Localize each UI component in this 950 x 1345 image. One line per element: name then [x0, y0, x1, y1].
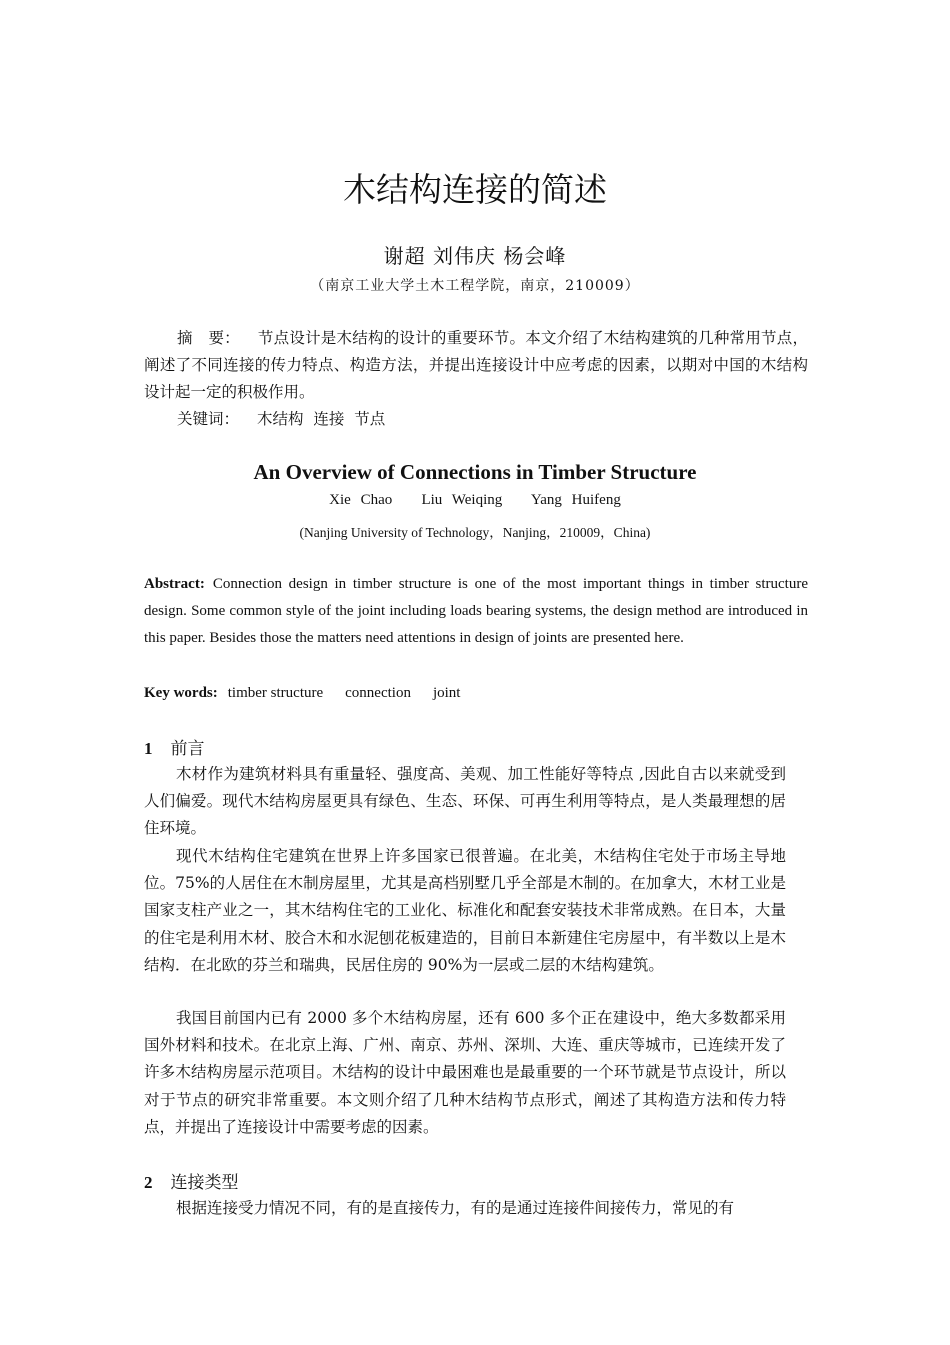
body-paragraph: 我国目前国内已有 2000 多个木结构房屋，还有 600 多个正在建设中，绝大多数都采用国外材料和技术。在北京上海、广州、南京、苏州、深圳、大连、重庆等城市，已连续开发了许多木结构房屋示范项目。木结构的设计中最困难也是最重要的一个环节就是节点设计，所以对于节点的研究非常重要。本文则介绍了几种木结构节点形式，阐述了其构造方法和传力特点，并提出了连接设计中需要考虑的因素。 — [144, 1009, 786, 1136]
section-heading-1 — [144, 734, 205, 759]
keyword-en: connection — [345, 685, 411, 701]
author-list: 谢超 刘伟庆 杨会峰 — [383, 244, 567, 268]
english-affiliation: (Nanjing University of Technology，Nanjing，210009，China) — [299, 525, 651, 540]
abstract-cn-text: 节点设计是木结构的设计的重要环节。本文介绍了木结构建筑的几种常用节点，阐述了不同连接的传力特点、构造方法，并提出连接设计中应考虑的因素，以期对中国的木结构设计起一定的积极作用。 — [144, 329, 808, 401]
body-paragraph: 木材作为建筑材料具有重量轻、强度高、美观、加工性能好等特点 ,因此自古以来就受到人们偏爱。现代木结构房屋更具有绿色、生态、环保、可再生利用等特点，是人类最理想的居住环境。 — [144, 765, 786, 838]
keywords-en-label: Key words: — [144, 685, 218, 701]
section-number: 1 — [144, 739, 153, 758]
abstract-cn — [144, 325, 808, 406]
keyword-en: timber structure — [227, 685, 324, 701]
body-paragraph: 现代木结构住宅建筑在世界上许多国家已很普遍。在北美，木结构住宅处于市场主导地位。75%的人居住在木制房屋里，尤其是高档别墅几乎全部是木制的。在加拿大，木材工业是国家支柱产业之一，其木结构住宅的工业化、标准化和配套安装技术非常成熟。在日本，大量的住宅是利用木材、胶合木和水泥刨花板建造的，目前日本新建住宅房屋中，有半数以上是木结构．在北欧的芬兰和瑞典，民居住房的 90%为一层或二层的木结构建筑。 — [144, 847, 786, 974]
affiliation: （南京工业大学土木工程学院，南京，210009） — [310, 278, 640, 294]
section-title: 连接类型 — [170, 1173, 239, 1193]
english-title: An Overview of Connections in Timber Structure — [253, 460, 697, 484]
abstract-cn-label: 摘 要： — [177, 329, 240, 347]
paper-title: 木结构连接的简述 — [343, 170, 607, 209]
section-title: 前言 — [170, 739, 205, 759]
section-heading-2 — [144, 1168, 239, 1193]
section-number: 2 — [144, 1173, 153, 1192]
abstract-en-text: Connection design in timber structure is one of the most important things in timber structure design. Some common style of the joint including loads bearing systems, the design method are introduced in this paper. Besides those the matters need attentions in design of joints are presented here. — [144, 576, 808, 646]
keywords-en — [144, 680, 808, 707]
abstract-en — [144, 571, 808, 652]
english-author-list: Xie Chao Liu Weiqing Yang Huifeng — [329, 492, 621, 508]
body-paragraph: 根据连接受力情况不同，有的是直接传力，有的是通过连接件间接传力，常见的有 — [176, 1199, 735, 1217]
abstract-en-label: Abstract: — [144, 576, 205, 592]
keywords-cn — [144, 406, 841, 433]
keywords-cn-text: 木结构 连接 节点 — [257, 410, 386, 428]
keywords-cn-label: 关键词： — [177, 410, 240, 428]
keyword-en: joint — [432, 685, 461, 701]
